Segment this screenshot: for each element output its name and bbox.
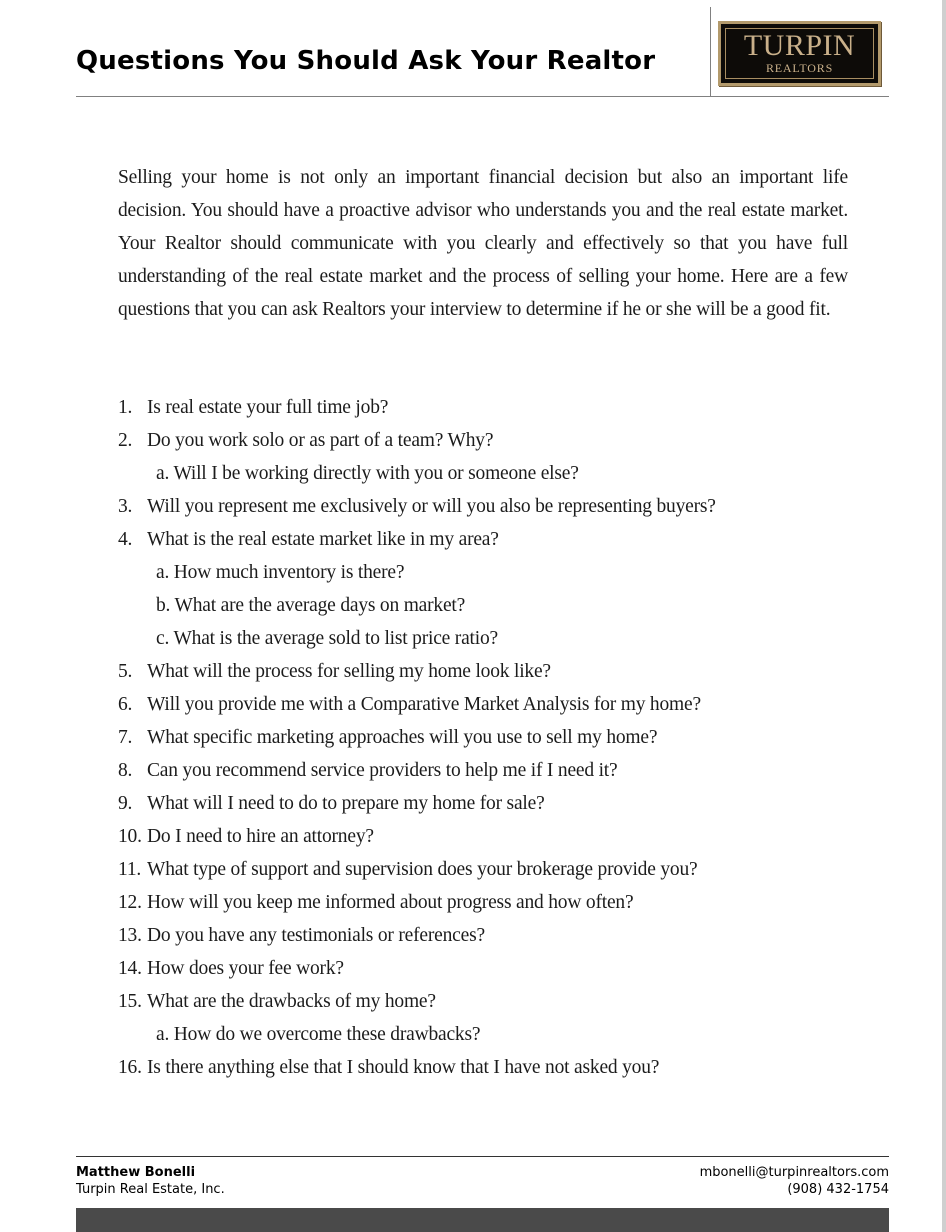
footer-contact-right [700,1164,889,1198]
sub-question-item [118,589,858,622]
agent-name: Matthew Bonelli [76,1165,196,1180]
question-text: Is there anything else that I should know that I have not asked you? [147,1057,660,1078]
sub-question-item [118,457,858,490]
question-text: a. Will I be working directly with you or someone else? [156,463,579,484]
question-item [118,886,858,919]
agent-email[interactable]: mbonelli@turpinrealtors.com [699,1165,889,1180]
question-text: Can you recommend service providers to help me if I need it? [147,760,618,781]
question-number: 3. [118,496,133,517]
question-item [118,787,858,820]
sub-question-item [118,1018,858,1051]
question-item [118,853,858,886]
logo-sub-text: REALTORS [765,61,834,75]
question-item [118,985,858,1018]
question-number: 5. [118,661,133,682]
question-text: Will you provide me with a Comparative Market Analysis for my home? [147,694,701,715]
question-number: 8. [118,760,133,781]
page-edge-scrollbar[interactable] [942,0,946,1232]
question-item [118,721,858,754]
header-divider [76,96,889,97]
sub-question-item [118,556,858,589]
question-text: What is the real estate market like in my area? [147,529,499,550]
question-number: 11. [118,859,142,880]
question-list [118,391,858,1084]
question-item [118,754,858,787]
question-number: 13. [118,925,142,946]
question-item [118,523,858,556]
question-number: 6. [118,694,133,715]
question-number: 2. [118,430,133,451]
question-text: b. What are the average days on market? [156,595,466,616]
header-divider-vertical [710,7,711,97]
logo-background [721,24,878,83]
question-text: Is real estate your full time job? [147,397,389,418]
footer-contact-left [76,1164,225,1198]
question-item [118,1051,858,1084]
logo-frame [725,28,874,79]
question-item [118,655,858,688]
logo-main-text: TURPIN [743,29,856,62]
question-number: 16. [118,1057,142,1078]
question-number: 12. [118,892,142,913]
question-number: 9. [118,793,133,814]
company-name: Turpin Real Estate, Inc. [76,1182,225,1197]
page-title: Questions You Should Ask Your Realtor [76,46,656,76]
turpin-realtors-logo [718,21,881,86]
question-item [118,391,858,424]
question-number: 15. [118,991,142,1012]
question-number: 4. [118,529,133,550]
question-item [118,490,858,523]
question-text: What will I need to do to prepare my home for sale? [147,793,545,814]
question-text: What will the process for selling my home look like? [147,661,551,682]
agent-phone[interactable]: (908) 432-1754 [787,1182,889,1197]
intro-paragraph: Selling your home is not only an important financial decision but also an important life decision. You should have a proactive advisor who understands you and the real estate market. Your Realtor should communicate with you clearly and effectively so that you have full understanding of the real estate market and the process of selling your home. Here are a few questions that you can ask Realtors your interview to determine if he or she will be a good fit. [118,167,848,320]
question-item [118,424,858,457]
question-number: 1. [118,397,133,418]
question-text: What type of support and supervision does your brokerage provide you? [147,859,698,880]
question-text: How does your fee work? [147,958,344,979]
question-text: What are the drawbacks of my home? [147,991,436,1012]
question-item [118,820,858,853]
question-item [118,688,858,721]
question-text: Do you work solo or as part of a team? Why? [147,430,494,451]
question-text: a. How much inventory is there? [156,562,405,583]
question-text: c. What is the average sold to list price ratio? [156,628,498,649]
footer-divider [76,1156,889,1157]
question-text: Do you have any testimonials or references? [147,925,485,946]
sub-question-item [118,622,858,655]
question-text: How will you keep me informed about progress and how often? [147,892,634,913]
question-number: 10. [118,826,142,847]
question-text: a. How do we overcome these drawbacks? [156,1024,481,1045]
question-item [118,952,858,985]
question-number: 7. [118,727,133,748]
question-text: Will you represent me exclusively or will you also be representing buyers? [147,496,716,517]
question-text: What specific marketing approaches will you use to sell my home? [147,727,658,748]
question-item [118,919,858,952]
question-number: 14. [118,958,142,979]
question-text: Do I need to hire an attorney? [147,826,374,847]
footer-bar [76,1208,889,1232]
